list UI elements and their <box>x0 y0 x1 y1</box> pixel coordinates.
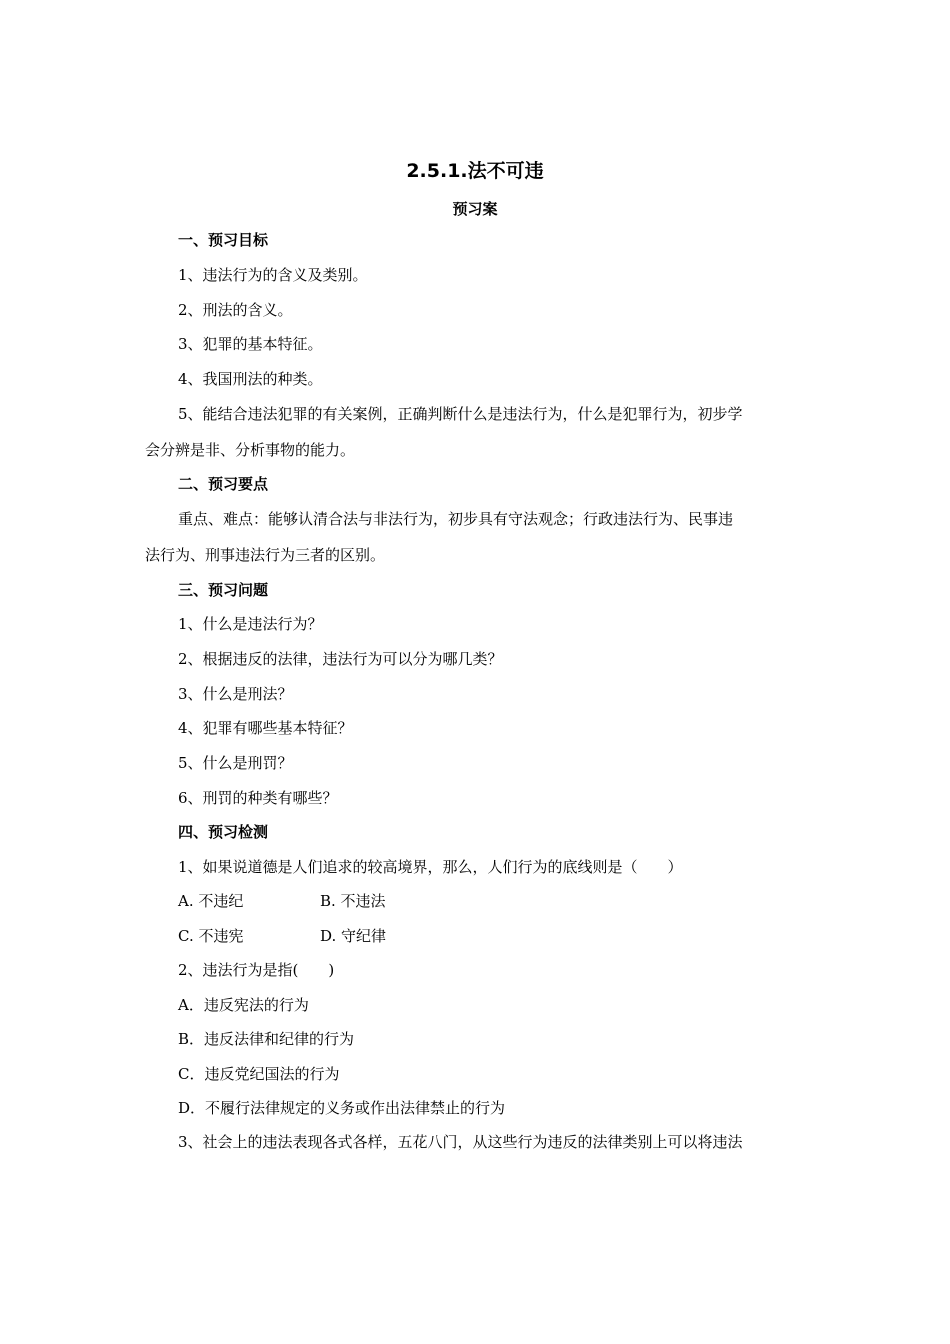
section1-item-2: 2、刑法的含义。 <box>178 301 293 319</box>
q2-stem: 2、违法行为是指( ) <box>178 961 335 979</box>
q3-stem: 3、社会上的违法表现各式各样，五花八门，从这些行为违反的法律类别上可以将违法 <box>178 1133 743 1151</box>
section4-heading: 四、预习检测 <box>178 823 269 841</box>
section3-question-2: 2、根据违反的法律，违法行为可以分为哪几类？ <box>178 650 503 668</box>
section2-line1: 重点、难点：能够认清合法与非法行为，初步具有守法观念；行政违法行为、民事违 <box>178 510 734 528</box>
q2-option-c: C．违反党纪国法的行为 <box>178 1065 340 1083</box>
document-subtitle: 预习案 <box>452 200 498 218</box>
document-title: 2.5.1.法不可违 <box>406 160 544 182</box>
q1-option-c: C. 不违宪 <box>178 927 244 945</box>
section3-heading: 三、预习问题 <box>178 581 269 599</box>
q1-option-d: D. 守纪律 <box>320 927 387 945</box>
section3-question-4: 4、犯罪有哪些基本特征？ <box>178 719 353 737</box>
section1-heading: 一、预习目标 <box>178 231 269 249</box>
section2-heading: 二、预习要点 <box>178 475 269 493</box>
section3-question-1: 1、什么是违法行为？ <box>178 615 323 633</box>
q2-option-a: A．违反宪法的行为 <box>178 996 309 1014</box>
section1-item-1: 1、违法行为的含义及类别。 <box>178 266 368 284</box>
section1-item-5-line2: 会分辨是非、分析事物的能力。 <box>145 441 356 459</box>
section3-question-6: 6、刑罚的种类有哪些？ <box>178 789 338 807</box>
q1-stem: 1、如果说道德是人们追求的较高境界，那么，人们行为的底线则是（ ） <box>178 858 683 876</box>
section1-item-3: 3、犯罪的基本特征。 <box>178 335 323 353</box>
q2-option-d: D．不履行法律规定的义务或作出法律禁止的行为 <box>178 1099 506 1117</box>
section1-item-4: 4、我国刑法的种类。 <box>178 370 323 388</box>
section3-question-3: 3、什么是刑法？ <box>178 685 293 703</box>
section1-item-5-line1: 5、能结合违法犯罪的有关案例，正确判断什么是违法行为，什么是犯罪行为，初步学 <box>178 405 743 423</box>
section3-question-5: 5、什么是刑罚？ <box>178 754 293 772</box>
q2-option-b: B．违反法律和纪律的行为 <box>178 1030 355 1048</box>
section2-line2: 法行为、刑事违法行为三者的区别。 <box>145 546 386 564</box>
q1-option-b: B. 不违法 <box>320 892 386 910</box>
q1-option-a: A. 不违纪 <box>178 892 244 910</box>
